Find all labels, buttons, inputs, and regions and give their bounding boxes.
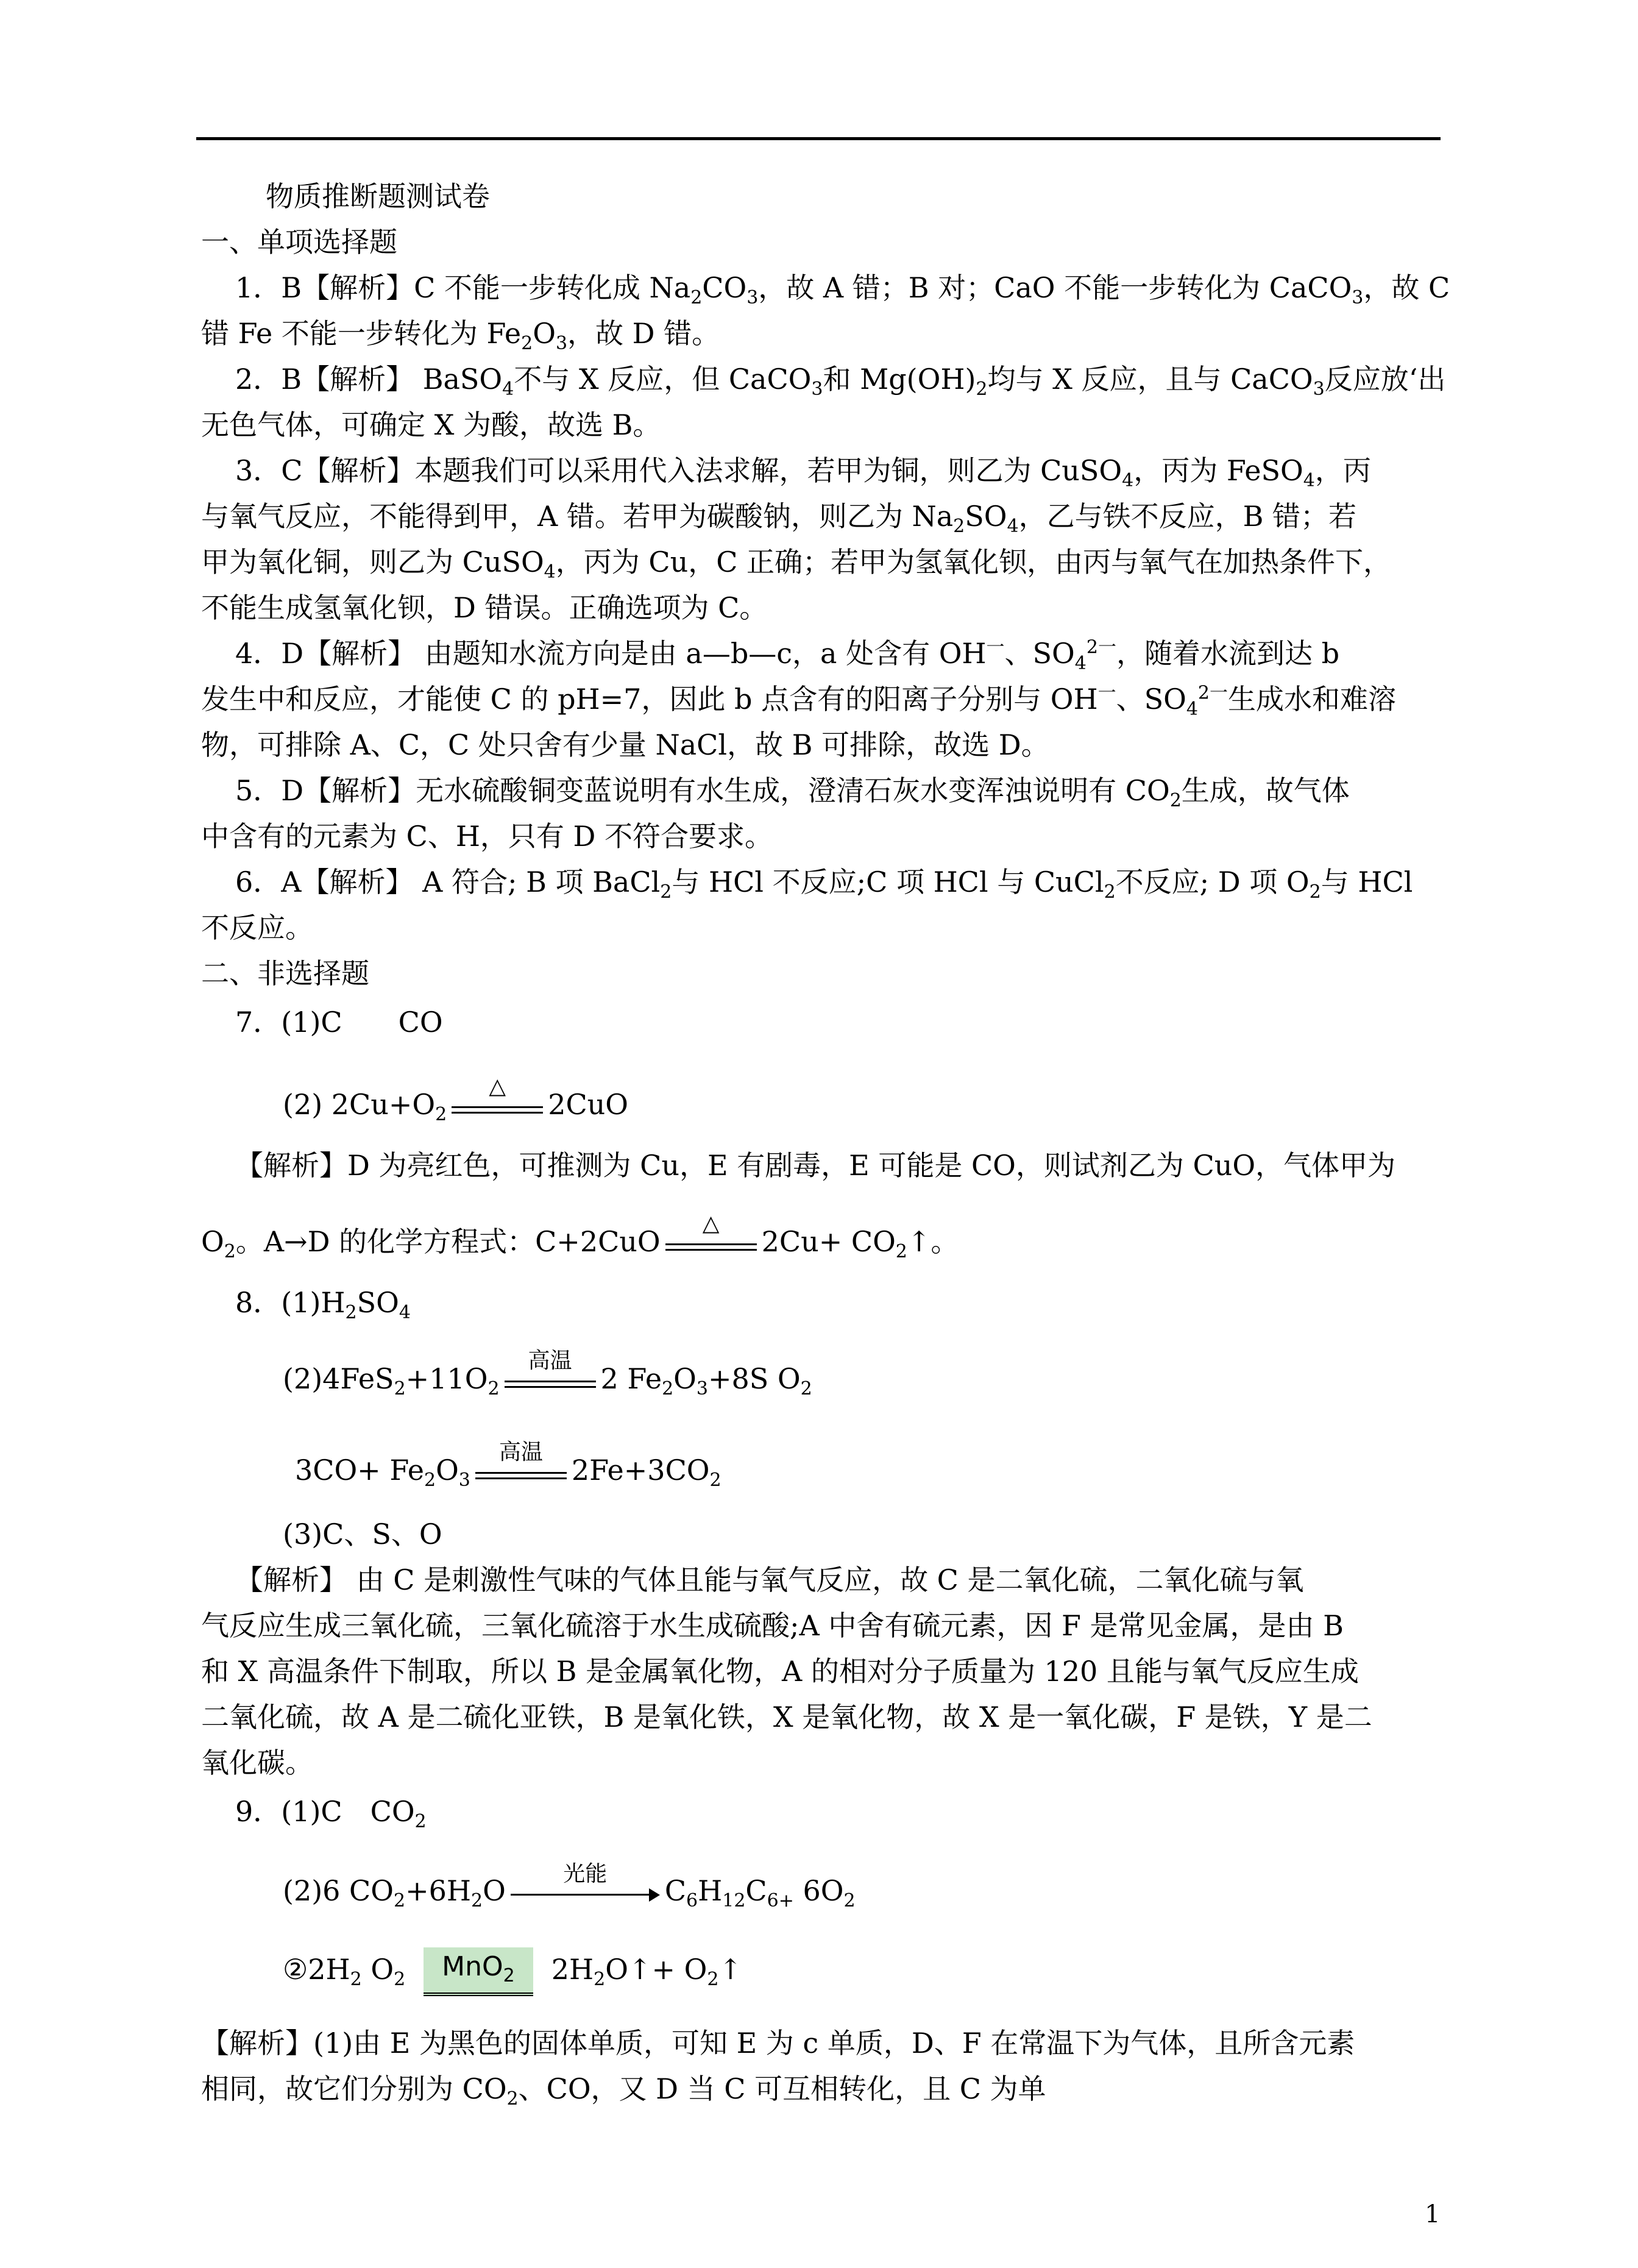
analysis-8-line-2: 气反应生成三氧化硫，三氧化硫溶于水生成硫酸;A 中舍有硫元素，因 F 是常见金属，是由 B — [201, 1609, 1344, 1642]
answer-6-line-1: 6．A【解析】 A 符合; B 项 BaCl$_2$与 HCl 不反应;C 项 HCl 与 CuCl$_2$不反应; D 项 $O_2$与 HCl — [235, 866, 1413, 903]
answer-8-part-3: (3)C、S、O — [283, 1518, 442, 1551]
reaction-arrow-icon: 光能 — [511, 1878, 660, 1908]
answer-2-line-1: 2．B【解析】 BaSO$_4$不与 X 反应，但 CaCO$_3$和 $Mg(OH)_2$均与 X 反应，且与 CaCO$_3$反应放‘出 — [235, 363, 1446, 400]
answer-1-line-1: 1．B【解析】C 不能一步转化成 $Na_2CO_3$，故 A 错；B 对；CaO 不能一步转化为 CaCO$_3$，故 C — [235, 271, 1450, 309]
header-rule — [196, 137, 1441, 140]
answer-6-line-2: 不反应。 — [201, 911, 313, 944]
answer-2-line-2: 无色气体，可确定 X 为酸，故选 B。 — [201, 408, 661, 441]
answer-9-part-1: 9．(1)C $CO_2$ — [235, 1795, 427, 1833]
analysis-7-line-1: 【解析】D 为亮红色，可推测为 Cu，E 有剧毒，E 可能是 CO，则试剂乙为 CuO，气体甲为 — [235, 1149, 1396, 1182]
analysis-7-line-2: $O_2$。A→D 的化学方程式：C+2CuO △ $2Cu+ CO_2↑$。 — [201, 1211, 959, 1263]
answer-3-line-3: 甲为氧化铜，则乙为 CuSO$_4$，丙为 Cu，C 正确；若甲为氢氧化钡，由丙与氧气在加热条件下， — [201, 546, 1392, 583]
page-title: 物质推断题测试卷 — [266, 180, 490, 213]
high-temperature-condition-sign: 高温 — [505, 1366, 596, 1396]
analysis-8-line-4: 二氧化硫，故 A 是二硫化亚铁，B 是氧化铁，X 是氧化物，故 X 是一氧化碳，F 是铁，Y 是二 — [201, 1701, 1372, 1733]
answer-4-line-2: 发生中和反应，才能使 C 的 pH=7，因此 b 点含有的阳离子分别与 $OH^一$、$SO_4^{2一}$生成水和难溶 — [201, 682, 1396, 720]
answer-7-part-1: 7．(1)C CO — [235, 1006, 443, 1039]
answer-3-line-4: 不能生成氢氧化钡，D 错误。正确选项为 C。 — [201, 591, 768, 624]
page-number: 1 — [1425, 2200, 1441, 2228]
answer-8-equation-1: $(2)4FeS_2+11O_2$ 高温 2 $Fe_2O_3+8S$ $O_2$ — [283, 1348, 812, 1400]
catalyst-mno2-label: MnO$_2$ — [424, 1947, 533, 1996]
answer-1-line-2: 错 Fe 不能一步转化为 $Fe_2O_3$，故 D 错。 — [201, 317, 720, 355]
high-temperature-condition-sign: 高温 — [475, 1457, 567, 1488]
answer-5-line-2: 中含有的元素为 C、H，只有 D 不符合要求。 — [201, 820, 773, 853]
heating-condition-sign: △ — [665, 1229, 757, 1259]
answer-4-line-3: 物，可排除 A、C，C 处只舍有少量 NaCl，故 B 可排除，故选 D。 — [201, 728, 1049, 761]
answer-9-equation-1: (2)6 $CO_2+6H_2O$ 光能 $C_6H_{12}C_{6+}$ $6O_2$ — [283, 1861, 856, 1912]
section-heading-1: 一、单项选择题 — [201, 226, 397, 258]
section-heading-2: 二、非选择题 — [201, 957, 369, 990]
answer-5-line-1: 5．D【解析】无水硫酸铜变蓝说明有水生成，澄清石灰水变浑浊说明有 $CO_2$生成，故气体 — [235, 774, 1350, 812]
heating-condition-sign: △ — [452, 1092, 543, 1122]
answer-8-part-1: 8．$(1)H_2SO_4$ — [235, 1286, 411, 1324]
analysis-9-line-1: 【解析】(1)由 E 为黑色的固体单质，可知 E 为 c 单质，D、F 在常温下为气体，且所含元素 — [201, 2027, 1355, 2060]
analysis-9-line-2: 相同，故它们分别为 $CO_2$、CO，又 D 当 C 可互相转化，且 C 为单 — [201, 2072, 1046, 2110]
answer-3-line-1: 3．C【解析】本题我们可以采用代入法求解，若甲为铜，则乙为 CuSO$_4$，丙为 FeSO$_4$，丙 — [235, 454, 1371, 492]
answer-9-equation-2: $②2H_2$ $O_2$ MnO$_2$ $2H_2O↑+$ $O_2↑$ — [283, 1947, 742, 1996]
answer-3-line-2: 与氧气反应，不能得到甲，A 错。若甲为碳酸钠，则乙为 $Na_2SO_4$，乙与铁不反应，B 错；若 — [201, 500, 1356, 538]
answer-8-equation-2: $3CO+ Fe_2O_3$ 高温 $2Fe+3CO_2$ — [295, 1440, 722, 1491]
analysis-8-line-5: 氧化碳。 — [201, 1746, 313, 1779]
answer-7-equation: (2) $2Cu+O_2$ △ 2CuO — [283, 1074, 629, 1126]
analysis-8-line-1: 【解析】 由 C 是刺激性气味的气体且能与氧气反应，故 C 是二氧化硫，二氧化硫与氧 — [235, 1563, 1304, 1596]
answer-4-line-1: 4．D【解析】 由题知水流方向是由 a—b—c，a 处含有 $OH^一$、$SO_4^{2一}$，随着水流到达 b — [235, 636, 1340, 675]
analysis-8-line-3: 和 X 高温条件下制取，所以 B 是金属氧化物，A 的相对分子质量为 120 且能与氧气反应生成 — [201, 1655, 1359, 1688]
